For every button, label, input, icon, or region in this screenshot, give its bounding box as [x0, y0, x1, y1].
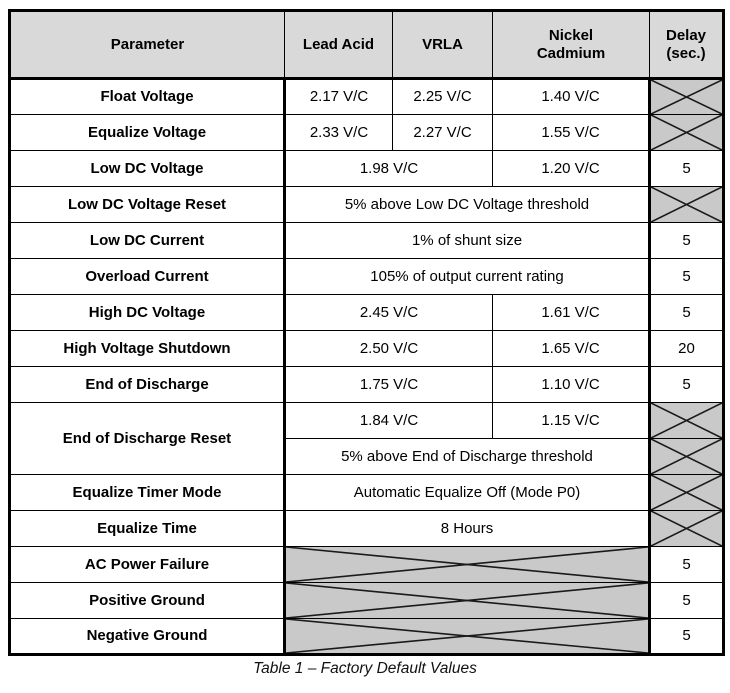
row-label-high-dc-voltage: High DC Voltage — [10, 295, 285, 331]
row-label-low-dc-current: Low DC Current — [10, 223, 285, 259]
column-header-nickel-cadmium — [493, 11, 650, 79]
cell-high-dc-voltage-nickel-cadmium: 1.61 V/C — [493, 295, 650, 331]
table-row — [10, 223, 724, 259]
cross-out-icon — [651, 475, 722, 510]
cell-equalize-voltage-delay-not-applicable — [650, 115, 724, 151]
table-row — [10, 511, 724, 547]
row-label-equalize-time: Equalize Time — [10, 511, 285, 547]
table-row — [10, 151, 724, 187]
row-label-low-dc-voltage: Low DC Voltage — [10, 151, 285, 187]
cross-out-icon — [651, 511, 722, 546]
cell-end-of-discharge-reset-delay-not-applicable-2 — [650, 439, 724, 475]
cross-out-icon — [286, 619, 648, 653]
table-row — [10, 331, 724, 367]
cell-overload-current-delay: 5 — [650, 259, 724, 295]
column-header-nickel-cadmium-line2: Cadmium — [536, 44, 606, 62]
column-header-delay-line1: Delay — [665, 26, 707, 44]
cell-low-dc-voltage-reset-delay-not-applicable — [650, 187, 724, 223]
cell-low-dc-voltage-nickel-cadmium: 1.20 V/C — [493, 151, 650, 187]
table-header — [10, 11, 724, 79]
cell-high-voltage-shutdown-lead-acid-vrla: 2.50 V/C — [285, 331, 493, 367]
cell-low-dc-voltage-delay: 5 — [650, 151, 724, 187]
row-label-overload-current: Overload Current — [10, 259, 285, 295]
column-header-delay — [650, 11, 724, 79]
cell-positive-ground-all-not-applicable — [285, 583, 650, 619]
cell-float-voltage-vrla: 2.25 V/C — [393, 79, 493, 115]
row-label-positive-ground: Positive Ground — [10, 583, 285, 619]
cross-out-icon — [286, 547, 648, 582]
cell-negative-ground-delay: 5 — [650, 619, 724, 655]
cell-low-dc-voltage-lead-acid-vrla: 1.98 V/C — [285, 151, 493, 187]
table-caption: Table 1 – Factory Default Values — [253, 660, 477, 677]
table-row — [10, 583, 724, 619]
cell-end-of-discharge-reset-delay-not-applicable-1 — [650, 403, 724, 439]
cross-out-icon — [651, 187, 722, 222]
cell-equalize-voltage-nickel-cadmium: 1.55 V/C — [493, 115, 650, 151]
cell-negative-ground-all-not-applicable — [285, 619, 650, 655]
cell-end-of-discharge-nickel-cadmium: 1.10 V/C — [493, 367, 650, 403]
table-row — [10, 403, 724, 439]
column-header-parameter: Parameter — [10, 11, 285, 79]
row-label-low-dc-voltage-reset: Low DC Voltage Reset — [10, 187, 285, 223]
cross-out-icon — [651, 439, 722, 474]
cell-equalize-voltage-lead-acid: 2.33 V/C — [285, 115, 393, 151]
cell-end-of-discharge-delay: 5 — [650, 367, 724, 403]
column-header-lead-acid: Lead Acid — [285, 11, 393, 79]
cell-equalize-timer-mode-all: Automatic Equalize Off (Mode P0) — [285, 475, 650, 511]
header-row — [10, 11, 724, 79]
cell-high-voltage-shutdown-nickel-cadmium: 1.65 V/C — [493, 331, 650, 367]
cell-high-dc-voltage-delay: 5 — [650, 295, 724, 331]
column-header-delay-line2: (sec.) — [666, 44, 706, 62]
table-body — [10, 79, 724, 655]
cell-equalize-voltage-vrla: 2.27 V/C — [393, 115, 493, 151]
table-row — [10, 115, 724, 151]
row-label-float-voltage: Float Voltage — [10, 79, 285, 115]
row-label-equalize-voltage: Equalize Voltage — [10, 115, 285, 151]
row-label-negative-ground: Negative Ground — [10, 619, 285, 655]
cross-out-icon — [651, 80, 722, 114]
cell-float-voltage-delay-not-applicable — [650, 79, 724, 115]
table-row — [10, 187, 724, 223]
table-row — [10, 295, 724, 331]
cell-high-dc-voltage-lead-acid-vrla: 2.45 V/C — [285, 295, 493, 331]
table-row — [10, 259, 724, 295]
cell-ac-power-failure-delay: 5 — [650, 547, 724, 583]
table-row — [10, 79, 724, 115]
cell-low-dc-current-all: 1% of shunt size — [285, 223, 650, 259]
cross-out-icon — [651, 115, 722, 150]
row-label-end-of-discharge: End of Discharge — [10, 367, 285, 403]
cell-end-of-discharge-reset-lead-acid-vrla: 1.84 V/C — [285, 403, 493, 439]
cell-positive-ground-delay: 5 — [650, 583, 724, 619]
cross-out-icon — [651, 403, 722, 438]
table-row — [10, 367, 724, 403]
cell-equalize-time-delay-not-applicable — [650, 511, 724, 547]
row-label-equalize-timer-mode: Equalize Timer Mode — [10, 475, 285, 511]
cell-end-of-discharge-reset-nickel-cadmium: 1.15 V/C — [493, 403, 650, 439]
cross-out-icon — [286, 583, 648, 618]
factory-defaults-table-container — [8, 9, 722, 656]
cell-ac-power-failure-all-not-applicable — [285, 547, 650, 583]
cell-equalize-time-all: 8 Hours — [285, 511, 650, 547]
column-header-vrla: VRLA — [393, 11, 493, 79]
table-row — [10, 619, 724, 655]
cell-low-dc-voltage-reset-all: 5% above Low DC Voltage threshold — [285, 187, 650, 223]
table-row — [10, 475, 724, 511]
row-label-high-voltage-shutdown: High Voltage Shutdown — [10, 331, 285, 367]
cell-high-voltage-shutdown-delay: 20 — [650, 331, 724, 367]
cell-float-voltage-lead-acid: 2.17 V/C — [285, 79, 393, 115]
factory-defaults-table — [8, 9, 725, 656]
cell-end-of-discharge-lead-acid-vrla: 1.75 V/C — [285, 367, 493, 403]
cell-equalize-timer-mode-delay-not-applicable — [650, 475, 724, 511]
column-header-nickel-cadmium-line1: Nickel — [548, 26, 594, 44]
cell-overload-current-all: 105% of output current rating — [285, 259, 650, 295]
row-label-ac-power-failure: AC Power Failure — [10, 547, 285, 583]
cell-end-of-discharge-reset-all: 5% above End of Discharge threshold — [285, 439, 650, 475]
cell-low-dc-current-delay: 5 — [650, 223, 724, 259]
row-label-end-of-discharge-reset: End of Discharge Reset — [10, 403, 285, 475]
cell-float-voltage-nickel-cadmium: 1.40 V/C — [493, 79, 650, 115]
table-row — [10, 547, 724, 583]
